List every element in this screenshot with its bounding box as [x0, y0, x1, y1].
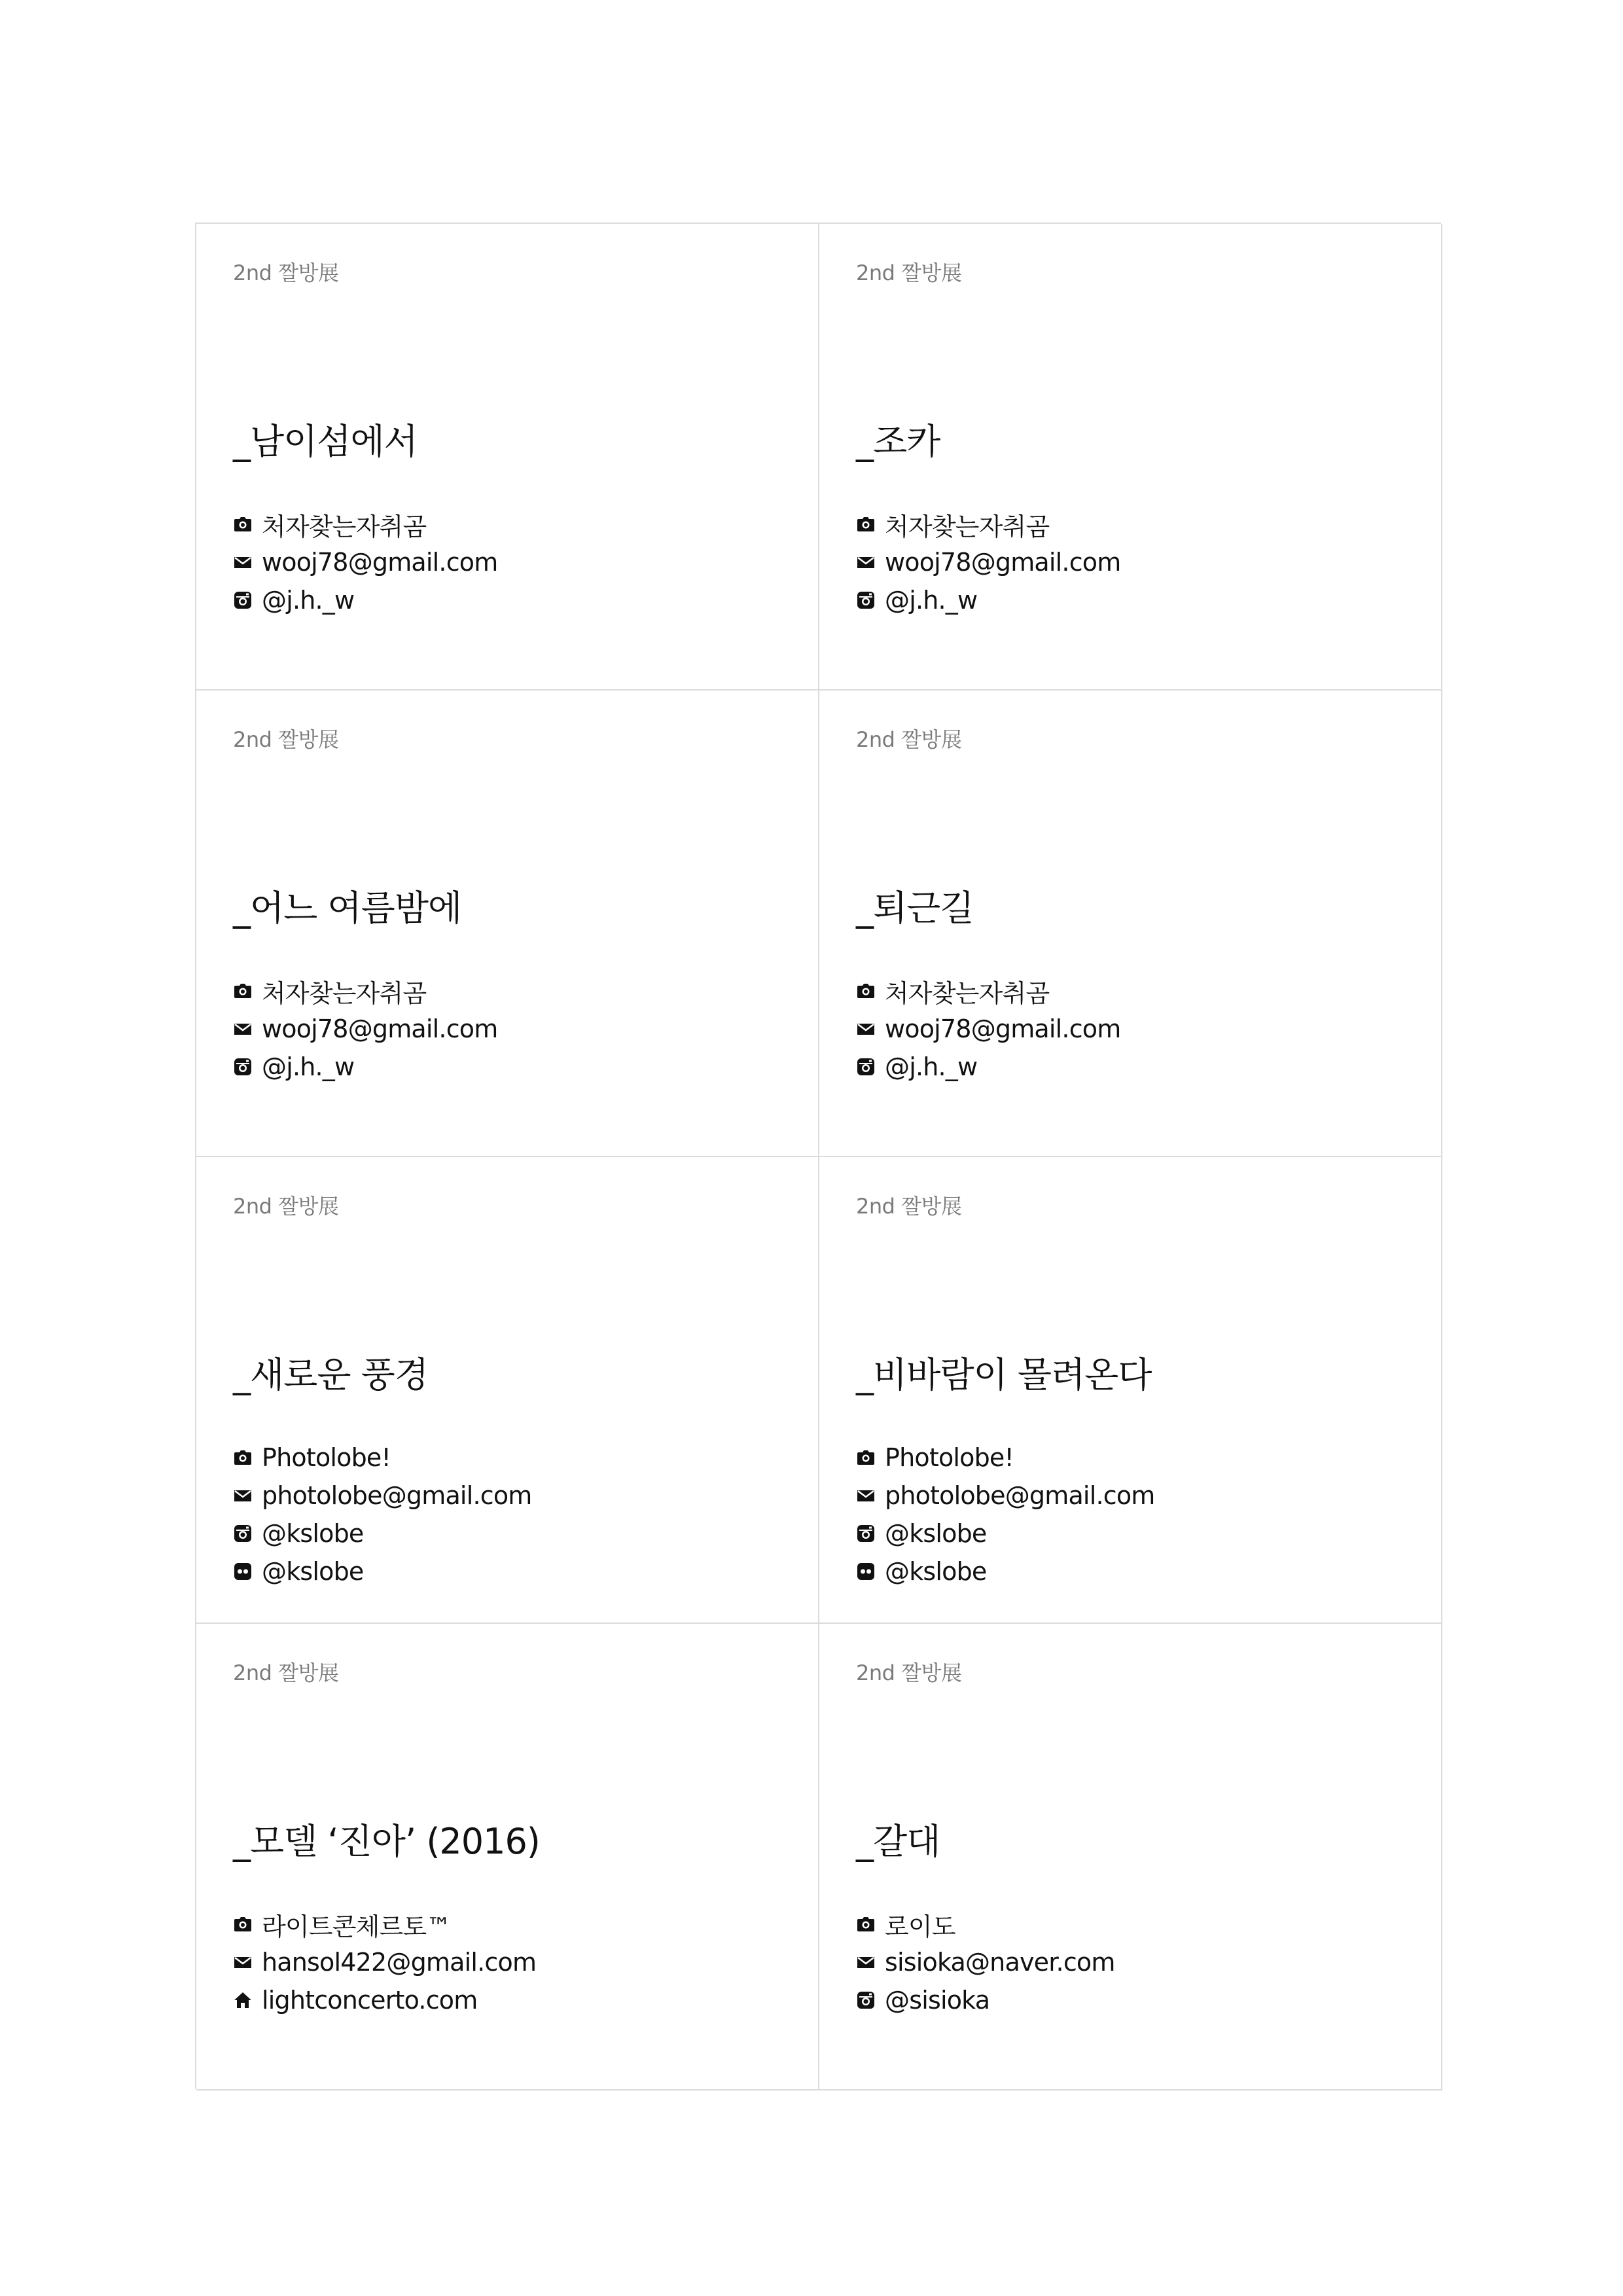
contact-text: wooj78@gmail.com	[262, 548, 498, 577]
label-card	[196, 691, 819, 1157]
contact-line	[856, 1010, 1120, 1048]
camera-icon	[233, 1914, 253, 1934]
photo-title: _퇴근길	[856, 888, 974, 929]
label-card	[819, 691, 1442, 1157]
contact-list	[856, 972, 1120, 1086]
contact-text: @kslobe	[262, 1519, 364, 1548]
contact-line	[856, 1943, 1115, 1981]
contact-text: Photolobe!	[885, 1443, 1014, 1472]
contact-line	[856, 1515, 1155, 1552]
contact-line	[856, 1552, 1155, 1590]
label-card	[819, 1157, 1442, 1624]
contact-text: 처자찾는자취곰	[262, 978, 427, 1008]
contact-line	[233, 1943, 536, 1981]
contact-line	[233, 1515, 532, 1552]
instagram-icon	[856, 1990, 876, 2010]
label-card	[819, 1624, 1442, 2090]
flickr-icon	[233, 1562, 253, 1581]
contact-text: photolobe@gmail.com	[885, 1481, 1155, 1510]
mail-icon	[233, 1952, 253, 1972]
event-label: 2nd 짤방展	[233, 1194, 339, 1219]
contact-text: photolobe@gmail.com	[262, 1481, 532, 1510]
label-sheet	[195, 223, 1441, 2089]
contact-text: @j.h._w	[885, 1052, 978, 1081]
event-label: 2nd 짤방展	[233, 1660, 339, 1685]
contact-text: wooj78@gmail.com	[885, 548, 1121, 577]
contact-text: 처자찾는자취곰	[262, 512, 427, 541]
contact-text: sisioka@naver.com	[885, 1948, 1115, 1977]
mail-icon	[233, 552, 253, 572]
contact-line	[233, 1552, 532, 1590]
contact-line	[856, 1981, 1115, 2019]
event-label: 2nd 짤방展	[856, 1660, 962, 1685]
flickr-icon	[856, 1562, 876, 1581]
contact-text: 로이도	[885, 1912, 955, 1941]
contact-line	[856, 505, 1120, 543]
contact-line	[856, 1477, 1155, 1515]
mail-icon	[856, 1952, 876, 1972]
label-card	[196, 1157, 819, 1624]
photo-title: _모델 ‘진아’ (2016)	[233, 1821, 540, 1862]
contact-line	[856, 1439, 1155, 1477]
contact-line	[233, 1981, 536, 2019]
contact-list	[856, 1905, 1115, 2019]
photo-title: _새로운 풍경	[233, 1354, 428, 1395]
contact-text: wooj78@gmail.com	[262, 1014, 498, 1043]
contact-text: Photolobe!	[262, 1443, 391, 1472]
contact-text: hansol422@gmail.com	[262, 1948, 537, 1977]
contact-line	[233, 543, 497, 581]
contact-line	[233, 1439, 532, 1477]
camera-icon	[856, 981, 876, 1001]
label-card	[196, 224, 819, 691]
instagram-icon	[233, 590, 253, 610]
label-card	[819, 224, 1442, 691]
contact-line	[233, 1010, 497, 1048]
contact-text: @j.h._w	[885, 586, 978, 615]
event-label: 2nd 짤방展	[856, 727, 962, 752]
contact-list	[856, 1439, 1155, 1590]
event-label: 2nd 짤방展	[233, 727, 339, 752]
contact-line	[233, 1048, 497, 1086]
event-label: 2nd 짤방展	[856, 260, 962, 285]
mail-icon	[856, 1019, 876, 1039]
camera-icon	[233, 1448, 253, 1467]
contact-text: 라이트콘체르토™	[262, 1912, 451, 1941]
instagram-icon	[856, 1524, 876, 1543]
contact-line	[856, 1905, 1115, 1943]
contact-text: @kslobe	[885, 1557, 987, 1586]
camera-icon	[856, 514, 876, 534]
photo-title: _남이섬에서	[233, 421, 418, 462]
instagram-icon	[233, 1057, 253, 1077]
contact-text: @kslobe	[885, 1519, 987, 1548]
camera-icon	[233, 514, 253, 534]
contact-text: @sisioka	[885, 1986, 990, 2015]
contact-text: lightconcerto.com	[262, 1986, 478, 2015]
contact-text: @j.h._w	[262, 1052, 355, 1081]
contact-line	[856, 972, 1120, 1010]
contact-text: @kslobe	[262, 1557, 364, 1586]
contact-line	[233, 972, 497, 1010]
contact-line	[856, 1048, 1120, 1086]
contact-text: wooj78@gmail.com	[885, 1014, 1121, 1043]
contact-list	[856, 505, 1120, 619]
camera-icon	[856, 1448, 876, 1467]
photo-title: _조카	[856, 421, 940, 462]
mail-icon	[856, 552, 876, 572]
contact-line	[233, 505, 497, 543]
contact-text: @j.h._w	[262, 586, 355, 615]
photo-title: _어느 여름밤에	[233, 888, 462, 929]
contact-line	[233, 1905, 536, 1943]
contact-list	[233, 972, 497, 1086]
contact-line	[856, 543, 1120, 581]
instagram-icon	[856, 1057, 876, 1077]
camera-icon	[856, 1914, 876, 1934]
contact-text: 처자찾는자취곰	[885, 978, 1050, 1008]
contact-list	[233, 1439, 532, 1590]
contact-line	[856, 581, 1120, 619]
label-card	[196, 1624, 819, 2090]
instagram-icon	[233, 1524, 253, 1543]
contact-list	[233, 1905, 536, 2019]
mail-icon	[233, 1019, 253, 1039]
photo-title: _갈대	[856, 1821, 940, 1862]
contact-line	[233, 581, 497, 619]
mail-icon	[233, 1486, 253, 1505]
event-label: 2nd 짤방展	[856, 1194, 962, 1219]
photo-title: _비바람이 몰려온다	[856, 1354, 1152, 1395]
contact-line	[233, 1477, 532, 1515]
home-icon	[233, 1990, 253, 2010]
instagram-icon	[856, 590, 876, 610]
contact-list	[233, 505, 497, 619]
contact-text: 처자찾는자취곰	[885, 512, 1050, 541]
event-label: 2nd 짤방展	[233, 260, 339, 285]
mail-icon	[856, 1486, 876, 1505]
camera-icon	[233, 981, 253, 1001]
